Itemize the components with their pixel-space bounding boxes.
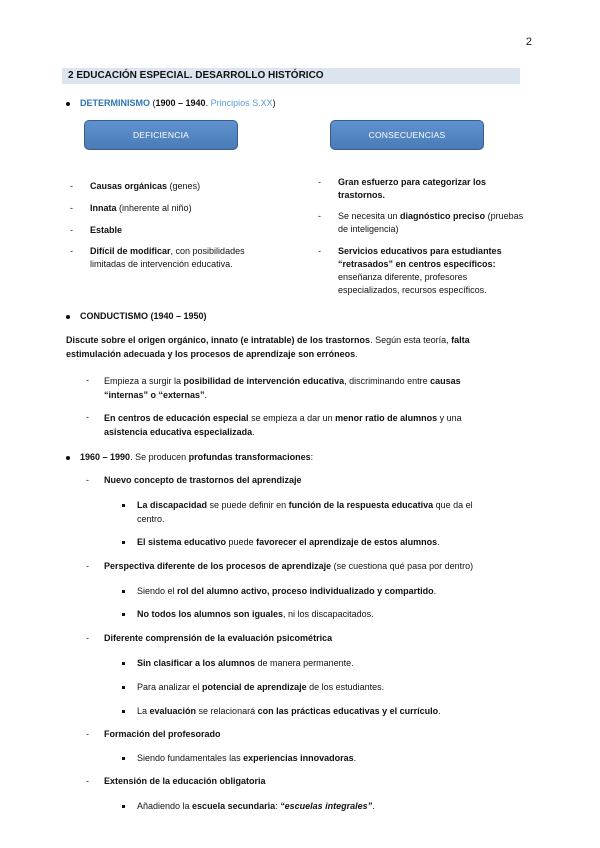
item-text: Empieza a surgir la	[104, 376, 184, 386]
bullet-dot	[66, 315, 70, 319]
square-bullet	[122, 541, 125, 544]
section-title-text: Nuevo concepto de trastornos del aprendizaje	[104, 475, 302, 485]
consecuencias-item: - Servicios educativos para estudiantes “retrasados” en centros específicos: enseñanza diferente, profesores especializados, recursos específicos.	[318, 246, 502, 295]
item-text: y una	[437, 413, 462, 423]
sub-item	[122, 751, 520, 765]
item-text: :	[275, 801, 281, 811]
item-text: se relacionará	[196, 706, 258, 716]
item-bold: causas	[430, 376, 461, 386]
item-text: se puede definir en	[207, 500, 289, 510]
square-bullet	[122, 686, 125, 689]
item-text: de los estudiantes.	[306, 682, 385, 692]
period-text: . Se producen	[130, 452, 189, 462]
paren-open: (	[150, 98, 156, 108]
item-text: que da el	[433, 500, 473, 510]
deficiencia-item: - Innata (inherente al niño)	[70, 203, 192, 213]
section-title-note: (se cuestiona qué pasa por dentro)	[331, 561, 474, 571]
sub-item	[122, 680, 520, 694]
deficiencia-item: - Estable	[70, 225, 123, 235]
sub-item	[122, 535, 520, 549]
item-bold: El sistema educativo	[137, 537, 227, 547]
para-text: .	[355, 349, 358, 359]
item-bold: No todos los alumnos son iguales	[137, 609, 284, 619]
section-title-text: Perspectiva diferente de los procesos de aprendizaje	[104, 561, 332, 571]
section-heading: 2 EDUCACIÓN ESPECIAL. DESARROLLO HISTÓRICO	[68, 70, 324, 81]
determinismo-principios: Principios S.XX	[210, 98, 273, 108]
square-bullet	[122, 757, 125, 760]
item-bold: En centros de educación especial	[104, 413, 249, 423]
item-bold: diagnóstico preciso	[400, 211, 486, 221]
square-bullet	[122, 710, 125, 713]
item-bold: Difícil de modificar	[90, 246, 171, 256]
item-bold: Innata	[90, 203, 117, 213]
deficiencia-box: DEFICIENCIA	[84, 120, 238, 150]
item-bold: asistencia educativa especializada	[104, 427, 253, 437]
item-text: puede	[226, 537, 257, 547]
paren-close: )	[272, 98, 276, 108]
square-bullet	[122, 613, 125, 616]
consecuencias-item: - Se necesita un diagnóstico preciso (pruebas de inteligencia)	[318, 211, 524, 234]
conductismo-item: - En centros de educación especial se empieza a dar un menor ratio de alumnos y una asistencia educativa especializada.	[86, 412, 462, 437]
section-title: - Perspectiva diferente de los procesos de aprendizaje (se cuestiona qué pasa por dentro)	[86, 561, 474, 571]
deficiencia-item: - Causas orgánicas (genes)	[70, 181, 201, 191]
section-title-text: Diferente comprensión de la evaluación psicométrica	[104, 633, 333, 643]
item-line: especializados, recursos específicos.	[338, 285, 487, 295]
sub-item	[122, 799, 520, 813]
item-text: , discriminando entre	[344, 376, 431, 386]
item-text: (inherente al niño)	[116, 203, 192, 213]
item-text: .	[437, 537, 440, 547]
item-text: .	[372, 801, 375, 811]
determinismo-dates: 1900 – 1940	[155, 98, 206, 108]
item-bold: Sin clasificar a los alumnos	[137, 658, 256, 668]
square-bullet	[122, 662, 125, 665]
item-text: , con posibilidades	[170, 246, 245, 256]
item-bold: evaluación	[149, 706, 197, 716]
item-line: de inteligencia)	[338, 224, 399, 234]
item-line: trastornos.	[338, 190, 386, 200]
conductismo-item: - Empieza a surgir la posibilidad de intervención educativa, discriminando entre causas “internas” o “externas”.	[86, 375, 461, 400]
item-text: se empieza a dar un	[248, 413, 336, 423]
para-bold: falta	[451, 335, 470, 345]
item-text: Se necesita un	[338, 211, 401, 221]
sub-item	[122, 704, 520, 718]
item-text-cont: limitadas de intervención educativa.	[90, 259, 233, 269]
item-bold: posibilidad de intervención educativa	[183, 376, 345, 386]
item-bold: con las prácticas educativas y el currículo	[257, 706, 439, 716]
item-bold: La discapacidad	[137, 500, 208, 510]
item-text: Añadiendo la	[137, 801, 193, 811]
item-text: , ni los discapacitados.	[283, 609, 374, 619]
consecuencias-item: - Gran esfuerzo para categorizar los trastornos.	[318, 177, 487, 200]
item-text: Para analizar el	[137, 682, 203, 692]
item-bold: experiencias innovadoras	[243, 753, 354, 763]
item-bold: escuela secundaria	[192, 801, 276, 811]
square-bullet	[122, 590, 125, 593]
period-text: :	[310, 452, 314, 462]
conductismo-paragraph	[66, 333, 520, 361]
section-title-text: Formación del profesorado	[104, 729, 221, 739]
period-1960-bullet	[66, 450, 313, 464]
item-text: (genes)	[167, 181, 201, 191]
page-number: 2	[525, 36, 532, 48]
item-text: .	[252, 427, 255, 437]
item-text: Siendo fundamentales las	[137, 753, 244, 763]
period-bold: profundas transformaciones	[188, 452, 311, 462]
consecuencias-box: CONSECUENCIAS	[330, 120, 484, 150]
item-text: Siendo el	[137, 586, 178, 596]
item-text: La	[137, 706, 150, 716]
para-text: . Según esta teoría,	[370, 335, 452, 345]
item-bold: rol del alumno activo, proceso individualizado y compartido	[177, 586, 434, 596]
item-text: .	[433, 586, 437, 596]
item-bold: potencial de aprendizaje	[202, 682, 307, 692]
sub-item	[122, 498, 520, 526]
sub-item	[122, 607, 520, 621]
item-text: centro.	[137, 514, 165, 524]
bullet-dot	[66, 102, 70, 106]
determinismo-bullet	[66, 96, 276, 110]
conductismo-bullet	[66, 309, 207, 323]
item-bold-italic: “escuelas integrales”	[280, 801, 373, 811]
item-line: “retrasados” en centros específicos:	[338, 259, 496, 269]
square-bullet	[122, 504, 125, 507]
item-bold: Causas orgánicas	[90, 181, 168, 191]
item-bold: función de la respuesta educativa	[288, 500, 434, 510]
para-bold: estimulación adecuada y los procesos de aprendizaje son erróneos	[66, 349, 356, 359]
item-text: de manera permanente.	[255, 658, 354, 668]
item-line: Servicios educativos para estudiantes	[338, 246, 502, 256]
sub-item	[122, 584, 520, 598]
section-title: - Diferente comprensión de la evaluación psicométrica	[86, 633, 333, 643]
sub-item	[122, 656, 520, 670]
section-title: - Formación del profesorado	[86, 729, 221, 739]
item-text: .	[204, 390, 208, 400]
section-title: - Extensión de la educación obligatoria	[86, 776, 266, 786]
determinismo-label: DETERMINISMO	[80, 98, 151, 108]
para-bold: Discute sobre el origen orgánico, innato (e intratable) de los trastornos	[66, 335, 371, 345]
period-dates: 1960 – 1990	[80, 452, 131, 462]
item-bold: menor ratio de alumnos	[335, 413, 438, 423]
conductismo-label: CONDUCTISMO (1940 – 1950)	[80, 311, 207, 321]
item-line: enseñanza diferente, profesores	[338, 272, 468, 282]
section-title-text: Extensión de la educación obligatoria	[104, 776, 266, 786]
item-text: (pruebas	[485, 211, 524, 221]
item-bold: “internas” o “externas”	[104, 390, 205, 400]
item-bold: favorecer el aprendizaje de estos alumnos	[256, 537, 438, 547]
item-line: Gran esfuerzo para categorizar los	[338, 177, 487, 187]
deficiencia-item: - Difícil de modificar, con posibilidades limitadas de intervención educativa.	[70, 246, 245, 269]
sep: .	[205, 98, 211, 108]
item-bold: Estable	[90, 225, 123, 235]
bullet-dot	[66, 456, 70, 460]
item-text: .	[438, 706, 441, 716]
square-bullet	[122, 805, 125, 808]
section-title: - Nuevo concepto de trastornos del aprendizaje	[86, 475, 302, 485]
item-text: .	[353, 753, 357, 763]
